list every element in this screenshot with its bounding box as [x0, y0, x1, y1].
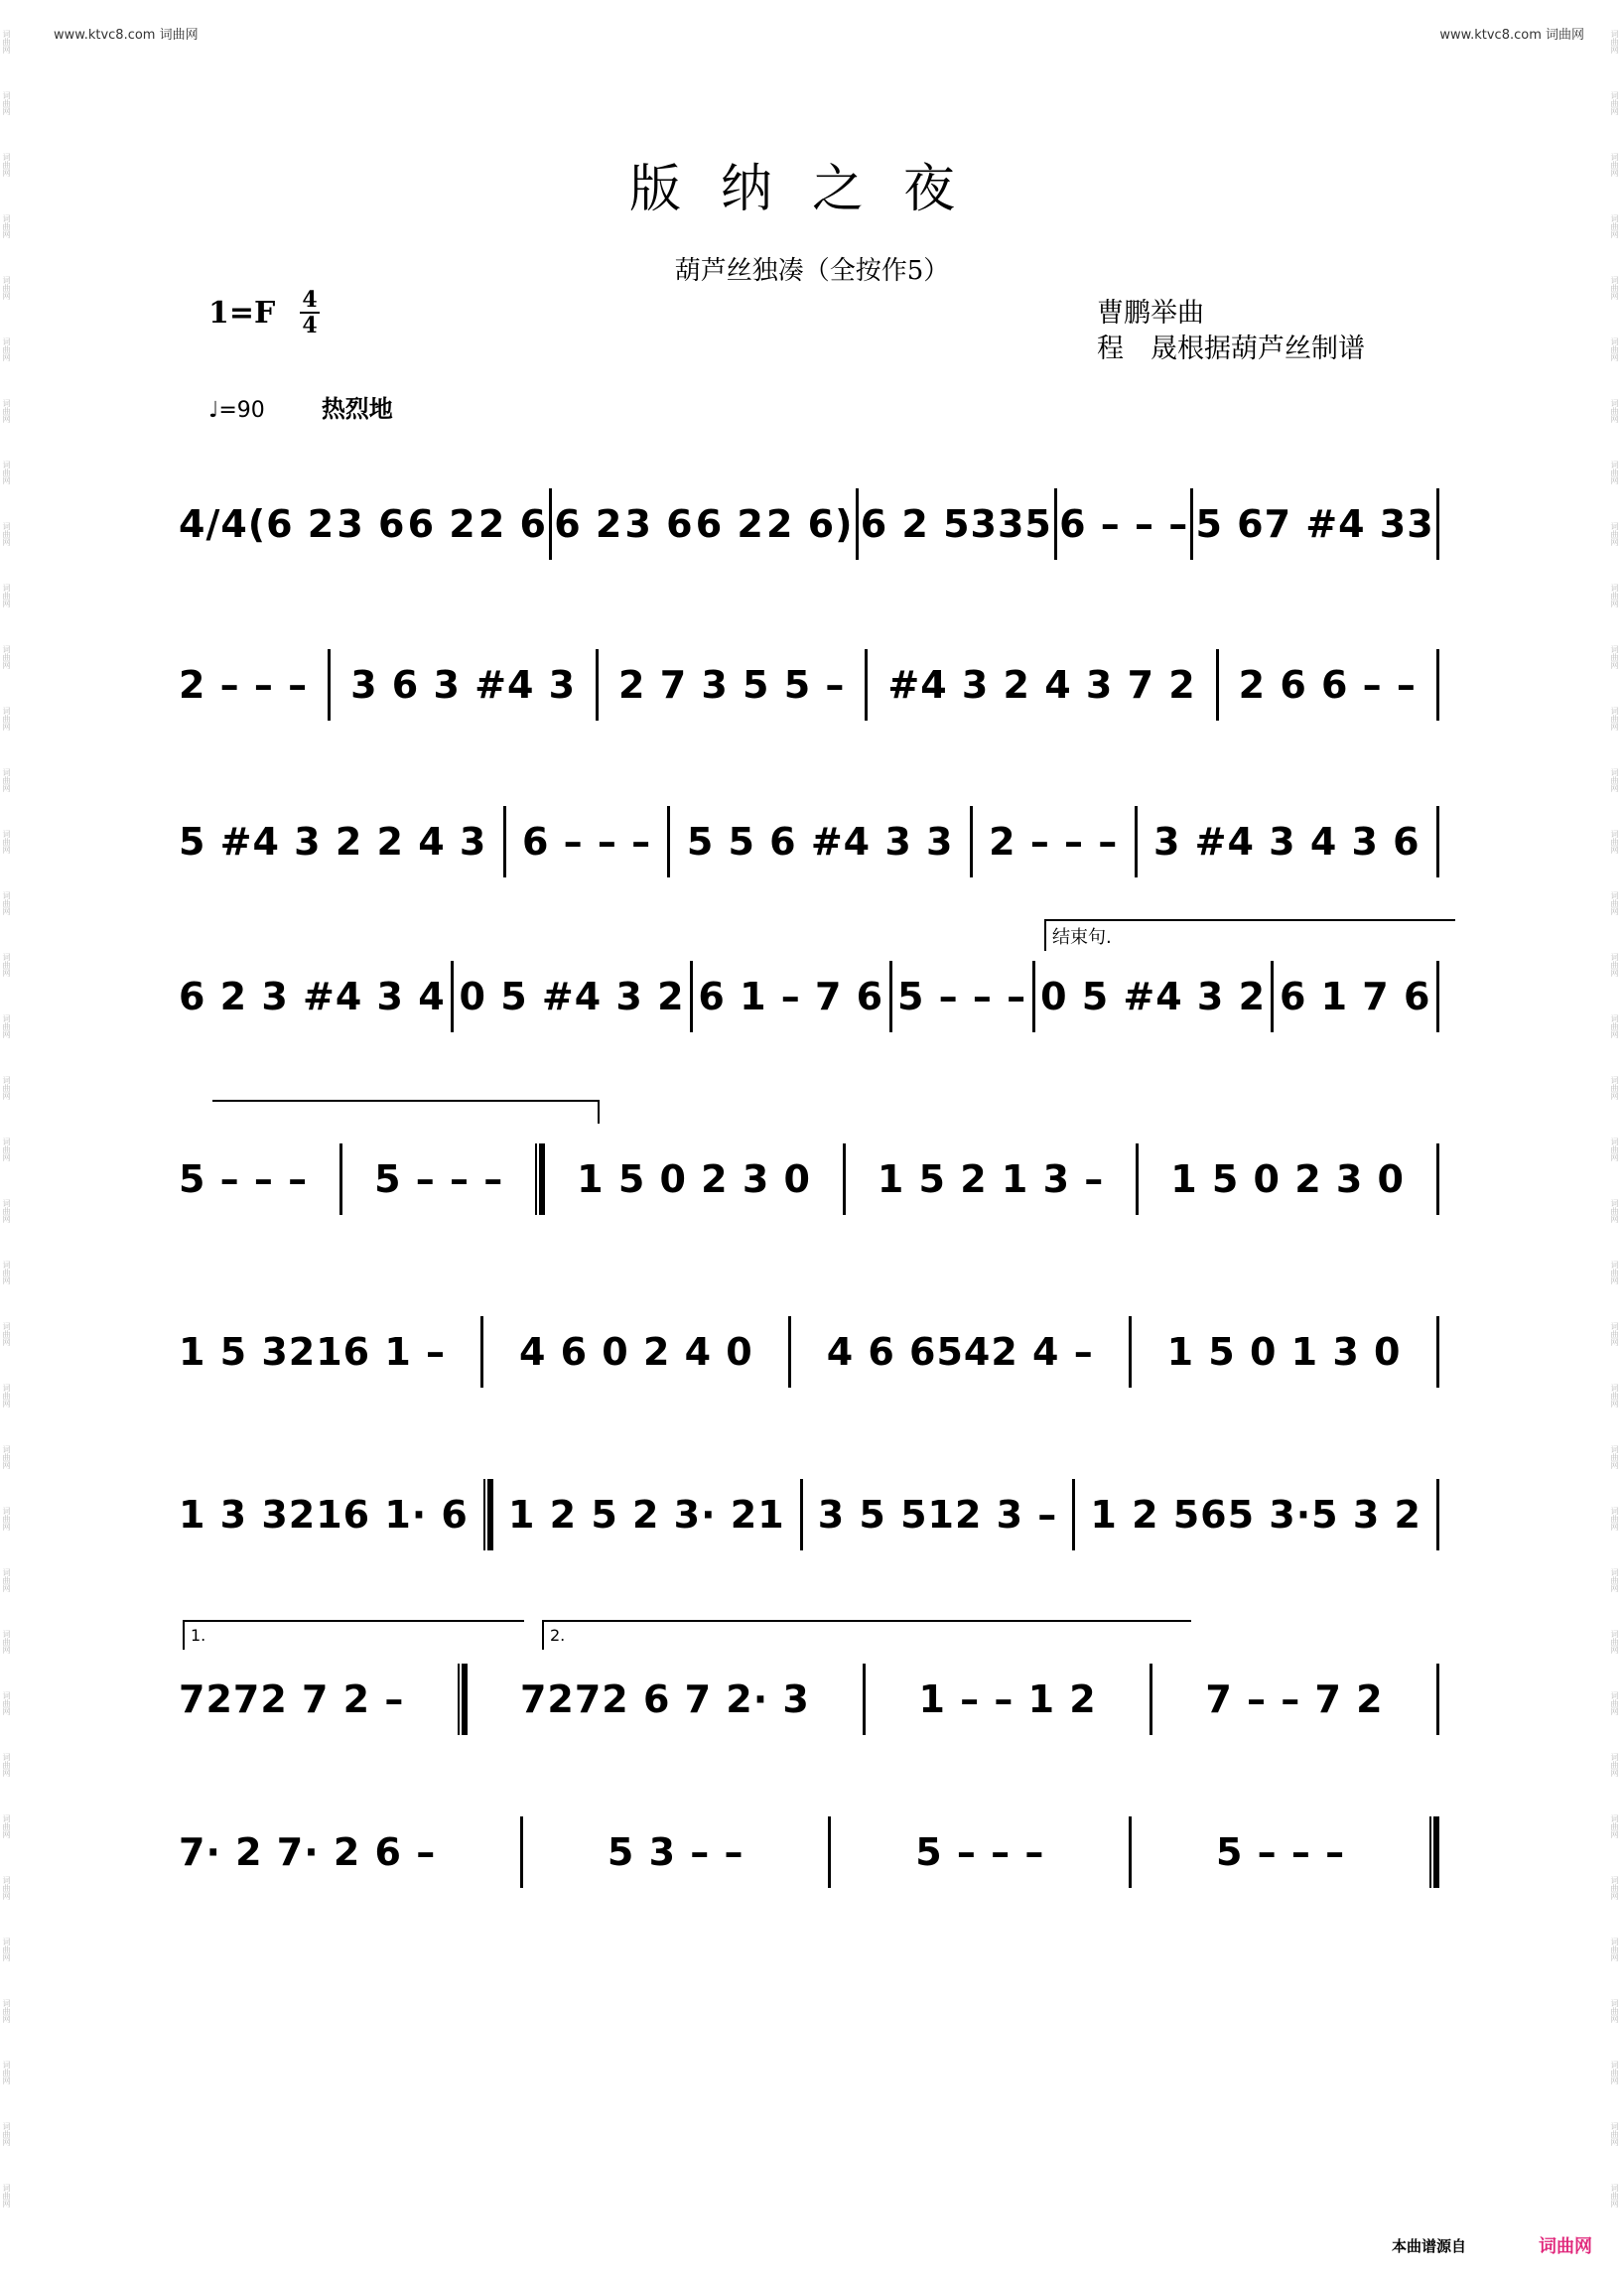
watermark-glyph: 词曲网 [1610, 91, 1619, 115]
watermark-glyph: 词曲网 [1610, 30, 1619, 54]
barline [503, 806, 506, 877]
watermark-glyph: 词曲网 [2, 522, 11, 546]
watermark-glyph: 词曲网 [1610, 1876, 1619, 1900]
volta-second: 2. [542, 1620, 1191, 1650]
score-line-3 [179, 800, 1439, 899]
watermark-glyph: 词曲网 [1610, 891, 1619, 915]
measure-notes: 2 6 [477, 502, 547, 546]
watermark-glyph: 词曲网 [2, 1876, 11, 1900]
watermark-glyph: 词曲网 [2, 1261, 11, 1284]
watermark-glyph: 词曲网 [1610, 1261, 1619, 1284]
barline [451, 961, 454, 1032]
score-line-9 [179, 1810, 1439, 1910]
watermark-glyph: 词曲网 [2, 1384, 11, 1407]
double-barline [1429, 1816, 1439, 1888]
barline [828, 1816, 831, 1888]
barline [1150, 1664, 1152, 1735]
watermark-glyph: 词曲网 [1610, 1814, 1619, 1838]
watermark-glyph: 词曲网 [2, 1076, 11, 1100]
watermark-glyph: 词曲网 [2, 1014, 11, 1038]
watermark-glyph: 词曲网 [1610, 399, 1619, 423]
watermark-glyph: 词曲网 [1610, 2184, 1619, 2208]
right-watermark-strip [1608, 0, 1624, 2278]
double-barline [483, 1479, 493, 1550]
measure-notes: 2 7 3 5 5 – [618, 663, 846, 707]
watermark-glyph: 词曲网 [1610, 1445, 1619, 1469]
measure-notes: 6 2 5335 [860, 502, 1052, 546]
watermark-glyph: 词曲网 [2, 214, 11, 238]
measure-notes: 2 – – – [989, 820, 1119, 864]
watermark-glyph: 词曲网 [1610, 1691, 1619, 1715]
measure-notes: 1 2 5 2 3· 21 [507, 1493, 785, 1537]
tempo-value: ♩=90 [208, 398, 265, 423]
watermark-glyph: 词曲网 [1610, 337, 1619, 361]
watermark-glyph: 词曲网 [1610, 1507, 1619, 1531]
watermark-glyph: 词曲网 [2, 1507, 11, 1531]
watermark-glyph: 词曲网 [2, 91, 11, 115]
barline [667, 806, 670, 877]
watermark-glyph: 词曲网 [1610, 2061, 1619, 2084]
watermark-glyph: 词曲网 [1610, 1630, 1619, 1654]
barline [596, 649, 599, 721]
watermark-glyph: 词曲网 [1610, 830, 1619, 854]
watermark-glyph: 词曲网 [1610, 707, 1619, 731]
watermark-glyph: 词曲网 [2, 1630, 11, 1654]
watermark-glyph: 词曲网 [1610, 768, 1619, 792]
score-line-1 [179, 482, 1439, 582]
measure-notes: 0 5 #4 3 2 [459, 975, 685, 1018]
watermark-glyph: 词曲网 [1610, 584, 1619, 607]
watermark-glyph: 词曲网 [2, 2122, 11, 2146]
watermark-glyph: 词曲网 [1610, 1938, 1619, 1961]
measure-notes: 2 – – – [179, 663, 309, 707]
measure-notes: 1 2 565 3·5 3 2 [1090, 1493, 1421, 1537]
watermark-glyph: 词曲网 [2, 461, 11, 484]
watermark-glyph: 词曲网 [2, 337, 11, 361]
watermark-glyph: 词曲网 [2, 1445, 11, 1469]
watermark-glyph: 词曲网 [2, 1753, 11, 1777]
watermark-glyph: 词曲网 [2, 1322, 11, 1346]
score-line-7 [179, 1473, 1439, 1572]
score-title: 版纳之夜 [628, 160, 995, 219]
watermark-glyph: 词曲网 [2, 830, 11, 854]
composer: 曹鹏举曲 [1097, 298, 1204, 329]
barline [339, 1143, 342, 1215]
measure-notes: 3 6 [624, 502, 694, 546]
barline [480, 1316, 483, 1388]
barline [1136, 1143, 1139, 1215]
watermark-glyph: 词曲网 [1610, 461, 1619, 484]
watermark-glyph: 词曲网 [2, 1938, 11, 1961]
footer-source-label: 本曲谱源自 [1392, 2237, 1467, 2255]
site-url-right[interactable]: www.ktvc8.com 词曲网 [1439, 28, 1584, 43]
arranger: 程 晟根据葫芦丝制谱 [1097, 334, 1365, 364]
watermark-glyph: 词曲网 [2, 1568, 11, 1592]
score-line-6 [179, 1310, 1439, 1409]
measure-notes: 5 – – – [179, 1157, 309, 1201]
measure-notes: 5 67 #4 33 [1195, 502, 1434, 546]
double-barline [458, 1664, 468, 1735]
barline [1032, 961, 1035, 1032]
footer-brand[interactable]: 词曲网 [1539, 2236, 1592, 2257]
measure-notes: 5 5 6 #4 3 3 [686, 820, 954, 864]
barline [1271, 961, 1274, 1032]
watermark-glyph: 词曲网 [2, 2061, 11, 2084]
watermark-glyph: 词曲网 [1610, 953, 1619, 977]
watermark-glyph: 词曲网 [1610, 522, 1619, 546]
watermark-glyph: 词曲网 [1610, 1138, 1619, 1161]
barline [1436, 1143, 1439, 1215]
measure-notes: 1 – – 1 2 [918, 1677, 1097, 1721]
time-signature-bottom: 4 [302, 313, 318, 338]
measure-notes: 6 – – – [522, 820, 652, 864]
score-line-8 [179, 1658, 1439, 1757]
watermark-glyph: 词曲网 [1610, 1753, 1619, 1777]
barline [1216, 649, 1219, 721]
measure-notes: 1 5 2 1 3 – [877, 1157, 1105, 1201]
barline [1054, 488, 1057, 560]
watermark-glyph: 词曲网 [2, 399, 11, 423]
measure-notes: 5 – – – [1216, 1830, 1346, 1874]
measure-notes: 7272 7 2 – [179, 1677, 405, 1721]
barline [788, 1316, 791, 1388]
watermark-glyph: 词曲网 [2, 276, 11, 300]
measure-notes: 2 6 6 – – [1238, 663, 1417, 707]
measure-notes: 7· 2 7· 2 6 – [179, 1830, 437, 1874]
barline [1129, 1316, 1132, 1388]
measure-notes: 5 – – – [897, 975, 1027, 1018]
left-watermark-strip [0, 0, 16, 2278]
watermark-glyph: 词曲网 [2, 584, 11, 607]
mood-marking: 热烈地 [321, 395, 393, 423]
barline [1436, 1664, 1439, 1735]
watermark-glyph: 词曲网 [2, 707, 11, 731]
measure-notes: 7272 6 7 2· 3 [519, 1677, 810, 1721]
tempo-marking [208, 389, 393, 424]
measure-notes: 6 2 [554, 502, 623, 546]
barline [1072, 1479, 1075, 1550]
watermark-glyph: 词曲网 [1610, 153, 1619, 177]
barline [1436, 488, 1439, 560]
watermark-glyph: 词曲网 [1610, 1199, 1619, 1223]
barline [970, 806, 973, 877]
measure-notes: 5 – – – [915, 1830, 1045, 1874]
volta-first: 1. [183, 1620, 524, 1650]
measure-notes: 5 – – – [374, 1157, 504, 1201]
barline [1436, 649, 1439, 721]
watermark-glyph: 词曲网 [1610, 1076, 1619, 1100]
watermark-glyph: 词曲网 [2, 891, 11, 915]
watermark-glyph: 词曲网 [1610, 1014, 1619, 1038]
measure-notes: 1 5 0 2 3 0 [1170, 1157, 1405, 1201]
watermark-glyph: 词曲网 [2, 1691, 11, 1715]
watermark-glyph: 词曲网 [1610, 1322, 1619, 1346]
barline [690, 961, 693, 1032]
ending-section-label: 结束句. [1044, 919, 1455, 951]
watermark-glyph: 词曲网 [2, 153, 11, 177]
measure-notes: 1 5 3216 1 – [179, 1330, 447, 1374]
measure-notes: 1 5 0 2 3 0 [577, 1157, 811, 1201]
watermark-glyph: 词曲网 [2, 1814, 11, 1838]
measure-notes: 2 6) [766, 502, 854, 546]
barline [889, 961, 892, 1032]
barline [843, 1143, 846, 1215]
measure-notes: 6 1 7 6 [1279, 975, 1431, 1018]
credits [1097, 296, 1365, 367]
measure-notes: 6 2 [407, 502, 476, 546]
watermark-glyph: 词曲网 [1610, 1568, 1619, 1592]
measure-notes: #4 3 2 4 3 7 2 [887, 663, 1196, 707]
barline [865, 649, 868, 721]
measure-notes: 4 6 6542 4 – [826, 1330, 1094, 1374]
measure-notes: 1 5 0 1 3 0 [1166, 1330, 1402, 1374]
measure-notes: 1 3 3216 1· 6 [179, 1493, 469, 1537]
score-line-2 [179, 643, 1439, 742]
barline [1135, 806, 1138, 877]
measure-notes: 4/4(6 2 [179, 502, 336, 546]
barline [1436, 1316, 1439, 1388]
watermark-glyph: 词曲网 [1610, 1384, 1619, 1407]
barline [328, 649, 331, 721]
watermark-glyph: 词曲网 [1610, 1999, 1619, 2023]
score-line-5 [179, 1138, 1439, 1237]
measure-notes: 7 – – 7 2 [1205, 1677, 1384, 1721]
watermark-glyph: 词曲网 [2, 768, 11, 792]
watermark-glyph: 词曲网 [1610, 645, 1619, 669]
measure-notes: 5 #4 3 2 2 4 3 [179, 820, 487, 864]
measure-notes: 3 #4 3 4 3 6 [1152, 820, 1421, 864]
watermark-glyph: 词曲网 [1610, 2122, 1619, 2146]
double-barline [535, 1143, 545, 1215]
barline [1190, 488, 1193, 560]
barline [800, 1479, 803, 1550]
measure-notes: 6 – – – [1059, 502, 1189, 546]
watermark-glyph: 词曲网 [2, 953, 11, 977]
measure-notes: 6 1 – 7 6 [698, 975, 884, 1018]
watermark-glyph: 词曲网 [2, 1199, 11, 1223]
time-signature-top: 4 [302, 287, 318, 313]
measure-notes: 4 6 0 2 4 0 [518, 1330, 753, 1374]
measure-notes: 3 6 [337, 502, 406, 546]
barline [520, 1816, 523, 1888]
watermark-glyph: 词曲网 [2, 1999, 11, 2023]
measure-notes: 5 3 – – [607, 1830, 744, 1874]
barline [856, 488, 859, 560]
measure-notes: 6 2 3 #4 3 4 [179, 975, 446, 1018]
score-subtitle: 葫芦丝独凑（全按作5） [674, 256, 950, 286]
watermark-glyph: 词曲网 [2, 645, 11, 669]
barline [863, 1664, 866, 1735]
watermark-glyph: 词曲网 [1610, 214, 1619, 238]
measure-notes: 3 5 512 3 – [817, 1493, 1058, 1537]
key-signature: 1=F [208, 296, 276, 331]
measure-notes: 0 5 #4 3 2 [1040, 975, 1267, 1018]
barline [1436, 1479, 1439, 1550]
barline [1436, 806, 1439, 877]
ending-bracket [212, 1100, 600, 1124]
barline [1129, 1816, 1132, 1888]
barline [1436, 961, 1439, 1032]
watermark-glyph: 词曲网 [2, 30, 11, 54]
watermark-glyph: 词曲网 [2, 2184, 11, 2208]
watermark-glyph: 词曲网 [1610, 276, 1619, 300]
measure-notes: 6 2 [695, 502, 764, 546]
measure-notes: 3 6 3 #4 3 [350, 663, 577, 707]
score-line-4 [179, 955, 1439, 1054]
barline [549, 488, 552, 560]
time-signature [298, 288, 322, 337]
site-url-left[interactable]: www.ktvc8.com 词曲网 [54, 28, 199, 43]
watermark-glyph: 词曲网 [2, 1138, 11, 1161]
